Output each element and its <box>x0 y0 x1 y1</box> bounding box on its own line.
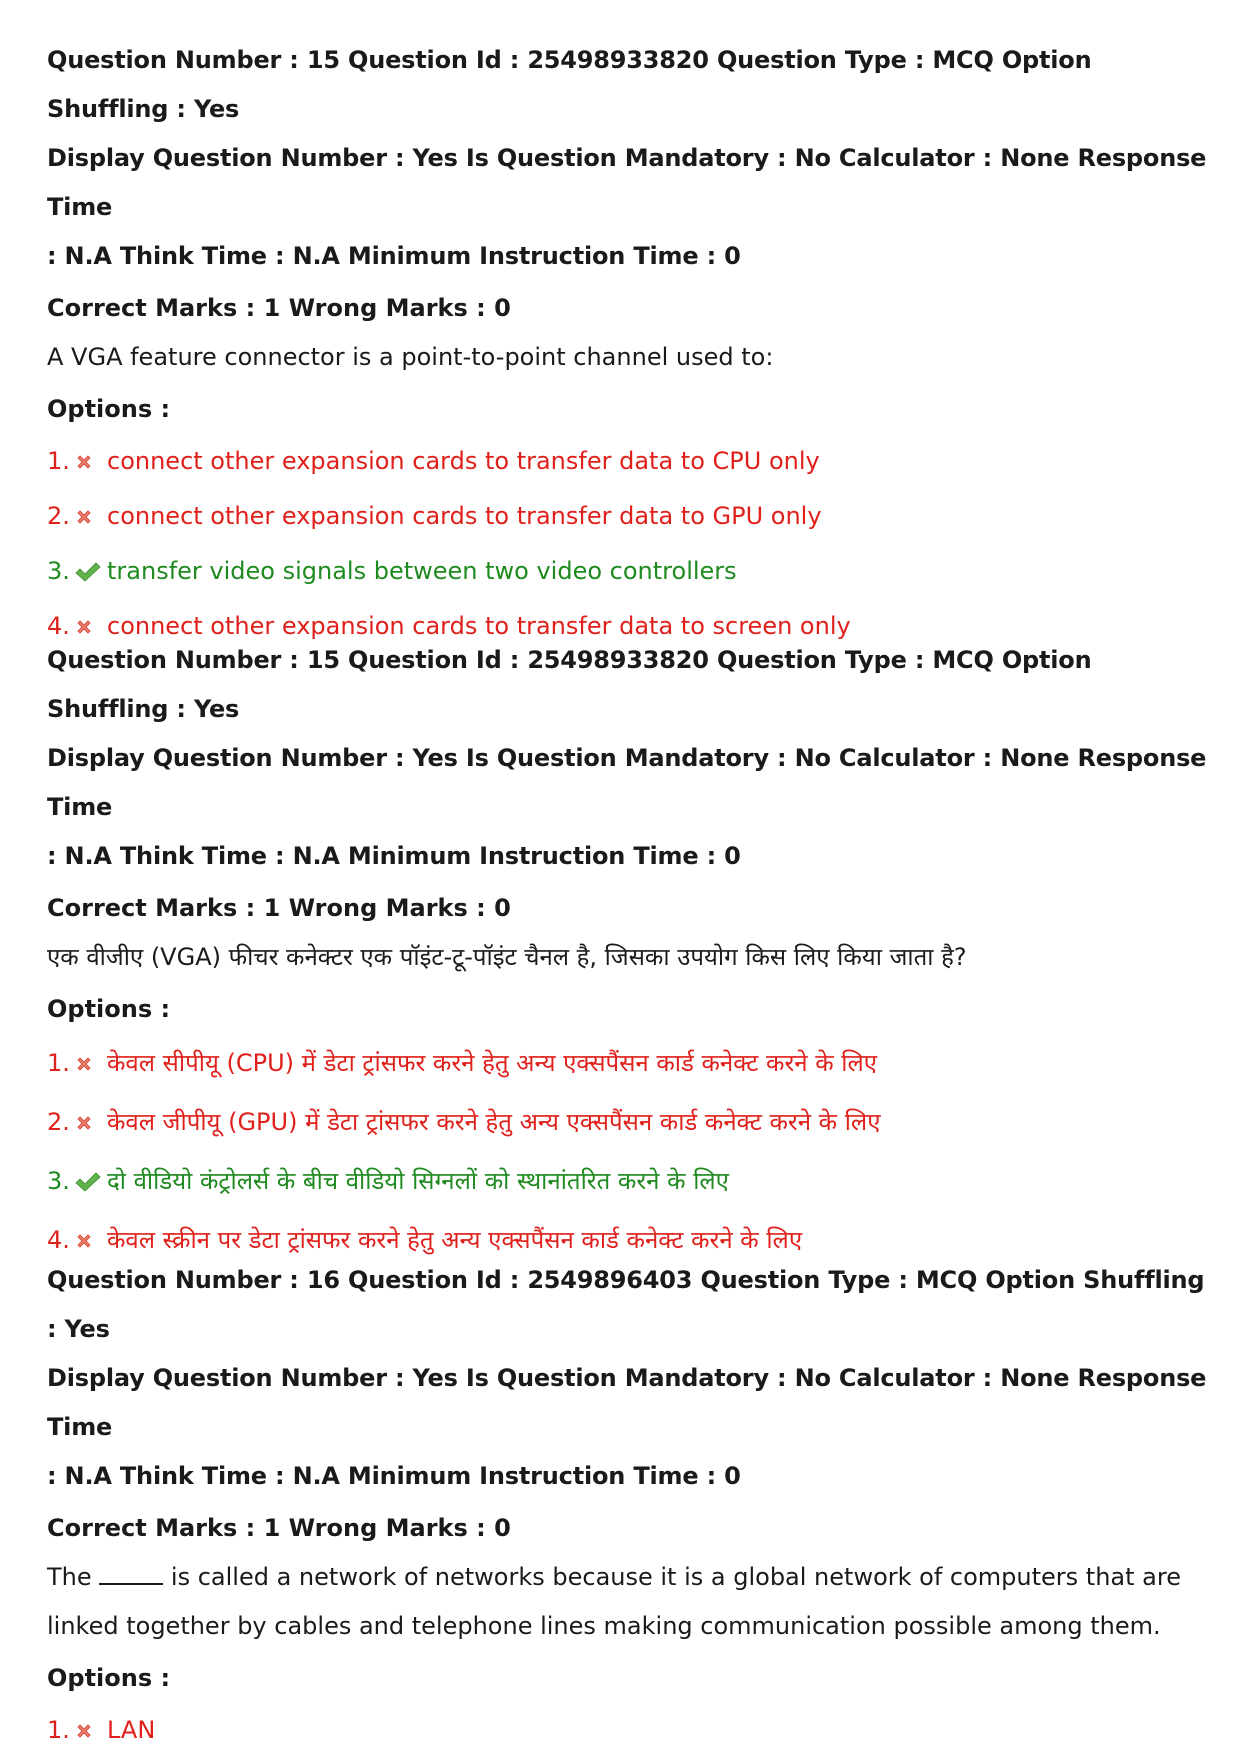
options-list <box>47 1703 1207 1758</box>
option-number: 1. <box>47 1049 70 1077</box>
meta-line-1: Question Number : 15 Question Id : 25498933820 Question Type : MCQ Option Shuffling : Yes <box>47 46 1092 123</box>
cross-icon <box>75 503 107 531</box>
options-list <box>47 1034 1207 1270</box>
question-text-start: The <box>47 1563 92 1591</box>
option-item <box>47 1703 1207 1758</box>
option-text: केवल सीपीयू (CPU) में डेटा ट्रांसफर करने हेतु अन्य एक्सपैंसन कार्ड कनेक्ट करने के लिए <box>107 1049 878 1077</box>
question-block-3 <box>47 1256 1207 1758</box>
meta-line-1: Question Number : 16 Question Id : 2549896403 Question Type : MCQ Option Shuffling : Yes <box>47 1266 1205 1343</box>
option-number: 3. <box>47 557 70 585</box>
option-item <box>47 1152 1207 1211</box>
meta-line-3: : N.A Think Time : N.A Minimum Instruction Time : 0 <box>47 242 741 270</box>
option-text: केवल जीपीयू (GPU) में डेटा ट्रांसफर करने हेतु अन्य एक्सपैंसन कार्ड कनेक्ट करने के लिए <box>107 1108 881 1136</box>
marks-line: Correct Marks : 1 Wrong Marks : 0 <box>47 1514 511 1542</box>
option-text: connect other expansion cards to transfer data to GPU only <box>107 502 822 530</box>
cross-icon <box>75 1050 107 1078</box>
question-block-2 <box>47 636 1207 1270</box>
options-label: Options : <box>47 995 171 1023</box>
meta-line-1: Question Number : 15 Question Id : 25498933820 Question Type : MCQ Option Shuffling : Yes <box>47 646 1092 723</box>
option-item <box>47 434 1207 489</box>
meta-line-3: : N.A Think Time : N.A Minimum Instruction Time : 0 <box>47 1462 741 1490</box>
check-icon <box>75 1168 107 1196</box>
question-block-1 <box>47 36 1207 654</box>
meta-line-2: Display Question Number : Yes Is Question Mandatory : No Calculator : None Response Time <box>47 744 1207 821</box>
option-text: connect other expansion cards to transfer data to CPU only <box>107 447 820 475</box>
option-item <box>47 544 1207 599</box>
answer-blank <box>99 1582 163 1585</box>
cross-icon <box>75 1109 107 1137</box>
question-text: A VGA feature connector is a point-to-point channel used to: <box>47 343 774 371</box>
option-number: 4. <box>47 612 70 640</box>
option-text: transfer video signals between two video controllers <box>107 557 737 585</box>
question-text: एक वीजीए (VGA) फीचर कनेक्टर एक पॉइंट-टू-पॉइंट चैनल है, जिसका उपयोग किस लिए किया जाता है? <box>47 943 967 971</box>
option-number: 2. <box>47 1108 70 1136</box>
cross-icon <box>75 1717 107 1745</box>
option-item <box>47 489 1207 544</box>
meta-line-3: : N.A Think Time : N.A Minimum Instruction Time : 0 <box>47 842 741 870</box>
option-text: connect other expansion cards to transfer data to screen only <box>107 612 851 640</box>
option-number: 1. <box>47 1716 70 1744</box>
option-text: दो वीडियो कंट्रोलर्स के बीच वीडियो सिग्नलों को स्थानांतरित करने के लिए <box>107 1167 729 1195</box>
option-number: 2. <box>47 502 70 530</box>
option-item <box>47 1034 1207 1093</box>
question-meta <box>47 36 1207 281</box>
option-text: केवल स्क्रीन पर डेटा ट्रांसफर करने हेतु अन्य एक्सपैंसन कार्ड कनेक्ट करने के लिए <box>107 1226 803 1254</box>
marks-line: Correct Marks : 1 Wrong Marks : 0 <box>47 294 511 322</box>
options-label: Options : <box>47 1664 171 1692</box>
option-number: 1. <box>47 447 70 475</box>
question-meta <box>47 636 1207 881</box>
cross-icon <box>75 1227 107 1255</box>
meta-line-2: Display Question Number : Yes Is Question Mandatory : No Calculator : None Response Time <box>47 1364 1207 1441</box>
option-number: 4. <box>47 1226 70 1254</box>
option-text: LAN <box>107 1716 156 1744</box>
meta-line-2: Display Question Number : Yes Is Question Mandatory : No Calculator : None Response Time <box>47 144 1207 221</box>
cross-icon <box>75 448 107 476</box>
options-label: Options : <box>47 395 171 423</box>
option-item <box>47 1093 1207 1152</box>
question-meta <box>47 1256 1207 1501</box>
marks-line: Correct Marks : 1 Wrong Marks : 0 <box>47 894 511 922</box>
option-number: 3. <box>47 1167 70 1195</box>
options-list <box>47 434 1207 654</box>
check-icon <box>75 558 107 586</box>
question-text-rest: is called a network of networks because it is a global network of computers that are linked together by cables and telephone lines making communication possible among them. <box>47 1563 1181 1640</box>
question-text <box>47 1553 1207 1651</box>
